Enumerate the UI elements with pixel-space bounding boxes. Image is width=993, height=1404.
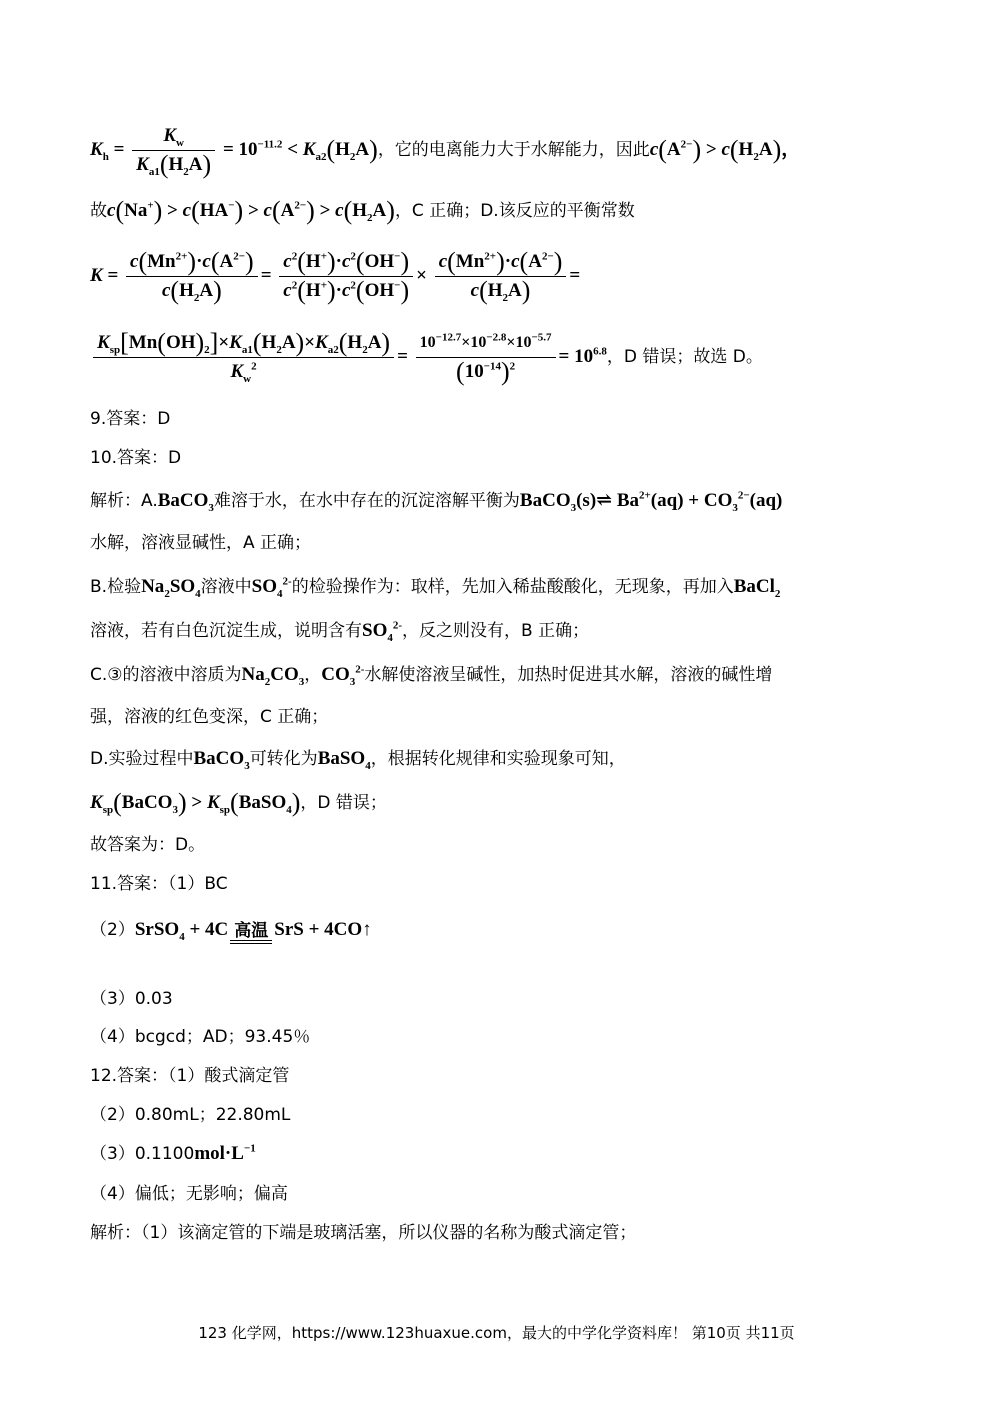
q10-b-line2-text1: 溶液，若有白色沉淀生成，说明含有 — [90, 621, 362, 641]
q12-4: （4）偏低；无影响；偏高 — [90, 1184, 288, 1204]
q10-d-line2-text: ，D 错误； — [300, 793, 387, 813]
concentration-unit: $mol\cdot L^{-1}$ — [194, 1142, 256, 1164]
kh-formula: $K_h$ = $\frac{K_w}{K_{a1}(H_2A)}$ = $10^{-11.2} < K_{a2}(H_2A)$ — [90, 125, 378, 180]
reaction-condition — [230, 922, 272, 952]
page-footer: 123 化学网，https://www.123huaxue.com，最大的中学化学资料库！ 第10页 共11页 — [198, 1324, 795, 1342]
kw-over-ka1-fraction: $\frac{K_w}{K_{a1}(H_2A)}$ — [132, 125, 215, 176]
q11-3: （3）0.03 — [90, 989, 173, 1009]
q12-analysis: 解析：（1）该滴定管的下端是玻璃活塞，所以仪器的名称为酸式滴定管； — [90, 1223, 637, 1243]
bacl2-formula: BaCl$_2$ — [733, 576, 781, 600]
so4-ion-formula: $SO_4^{2-}$ — [251, 575, 292, 600]
na2so4-formula: $Na_2SO_4$ — [141, 576, 201, 600]
k-fraction-2: $\frac{c^2(H^+)\cdot c^2(OH^-)}{c^2(H^+)\cdot c^2(OH^-)}$ — [279, 251, 413, 302]
ksp-fraction: $\frac{K_{sp}[Mn(OH)_2]\times K_{a1}(H_2A)\times K_{a2}(H_2A)}{K_w^2}$ — [93, 332, 394, 383]
q10-b-text1: 溶液中 — [200, 577, 252, 597]
ion-order-line — [90, 196, 910, 226]
ksp-equation-line — [90, 322, 910, 392]
q10-d-label: D.实验过程中 — [90, 749, 194, 769]
q10-a-line2: 水解，溶液显碱性，A 正确； — [90, 533, 312, 553]
q10-c-line1 — [90, 660, 910, 690]
co3-ion-formula: $CO_3^{2-}$ — [321, 663, 365, 688]
dissolution-equilibrium: BaCO$_3$(s)⇌ $Ba^{2+}(aq) + CO_3^{2-}(aq)$ — [519, 489, 783, 514]
ksp-conclusion-text: ，D 错误；故选 D。 — [606, 347, 763, 367]
order-suffix-text: ，C 正确；D.该反应的平衡常数 — [394, 201, 635, 221]
ion-order-formula: $c(Na^+) > c(HA^-) > c(A^{2-}) > c(H_2A)$ — [107, 196, 395, 225]
q10-d-line2 — [90, 788, 910, 818]
reaction-equation: SrSO$_4$ + 4C 高温 SrS + 4CO↑ — [135, 919, 372, 940]
q10-b-line1 — [90, 572, 910, 602]
q10-conclusion: 故答案为：D。 — [90, 835, 206, 855]
q10-d-text1: 可转化为 — [249, 749, 318, 769]
q10-d-text2: ，根据转化规律和实验现象可知， — [370, 749, 626, 769]
q10-c-comma: ， — [304, 665, 322, 685]
na2co3-formula: $Na_2CO_3$ — [241, 664, 305, 688]
q10-a-label: 解析：A. — [90, 491, 158, 511]
answer-11: 11.答案：（1）BC — [90, 874, 228, 894]
baso4-formula: BaSO$_4$ — [317, 748, 371, 772]
q10-b-label: B.检验 — [90, 577, 142, 597]
answer-9: 9.答案：D — [90, 409, 171, 429]
so4-ion-formula-2: $SO_4^{2-}$ — [362, 619, 403, 644]
condition-label: 高温 — [234, 921, 269, 941]
kh-equation-line — [90, 122, 910, 178]
q10-d-line1 — [90, 744, 910, 774]
baco3-formula-2: BaCO$_3$ — [193, 748, 250, 772]
q11-4: （4）bcgcd；AD；93.45％ — [90, 1027, 311, 1047]
q10-a-text: 难溶于水，在水中存在的沉淀溶解平衡为 — [213, 491, 520, 511]
q12-3 — [90, 1141, 910, 1167]
baco3-formula: BaCO$_3$ — [157, 490, 214, 514]
q10-b-line2 — [90, 616, 910, 646]
q10-c-line2: 强，溶液的红色变深，C 正确； — [90, 707, 329, 727]
q11-2-label: （2） — [90, 920, 135, 940]
k-formula: K = $\frac{c(Mn^{2+})\cdot c(A^{2-})}{c(H_2A)}$ = $\frac{c^2(H^+)\cdot c^2(OH^-)}{c^2(H^+)\cdot c^2(OH^-)}$ × $\frac{c(Mn^{2+})\cdot c(A^{2-})}{c(H_2A)}$ = — [90, 247, 581, 306]
q10-c-label: C.③的溶液中溶质为 — [90, 665, 242, 685]
ksp-comparison: $K_{sp}(BaCO_3)$ > $K_{sp}(BaSO_4)$ — [90, 788, 301, 817]
q10-a-line1 — [90, 486, 910, 516]
answer-12: 12.答案：（1）酸式滴定管 — [90, 1066, 290, 1086]
q12-2: （2）0.80mL；22.80mL — [90, 1105, 291, 1125]
k-fraction-3: $\frac{c(Mn^{2+})\cdot c(A^{2-})}{c(H_2A)}$ — [435, 251, 567, 302]
k-equation-line — [90, 246, 910, 306]
kh-comment-text: ，它的电离能力大于水解能力，因此 — [377, 140, 650, 160]
q10-b-text2: 的检验操作为：取样，先加入稀盐酸酸化，无现象，再加入 — [291, 577, 734, 597]
q11-2-line — [90, 908, 910, 952]
numeric-fraction: $\frac{10^{-12.7}\times 10^{-2.8}\times 10^{-5.7}}{(10^{-14})^2}$ — [416, 332, 556, 383]
k-fraction-1: $\frac{c(Mn^{2+})\cdot c(A^{2-})}{c(H_2A)}$ — [126, 251, 258, 302]
answer-10: 10.答案：D — [90, 448, 182, 468]
order-prefix-text: 故 — [90, 201, 107, 221]
concentration-comparison: $c(A^{2-}) > c(H_2A)$， — [649, 135, 801, 164]
q10-c-text: 水解使溶液呈碱性，加热时促进其水解，溶液的碱性增 — [364, 665, 773, 685]
q12-3-label: （3）0.1100 — [90, 1144, 195, 1164]
q10-b-line2-text2: ，反之则没有，B 正确； — [402, 621, 590, 641]
ksp-formula: $\frac{K_{sp}[Mn(OH)_2]\times K_{a1}(H_2A)\times K_{a2}(H_2A)}{K_w^2}$ = $\frac{10^{-12.7}\times 10^{-2.8}\times 10^{-5.7}}{(10^{-14})^2}$ = $10^{6.8}$ — [90, 346, 607, 367]
